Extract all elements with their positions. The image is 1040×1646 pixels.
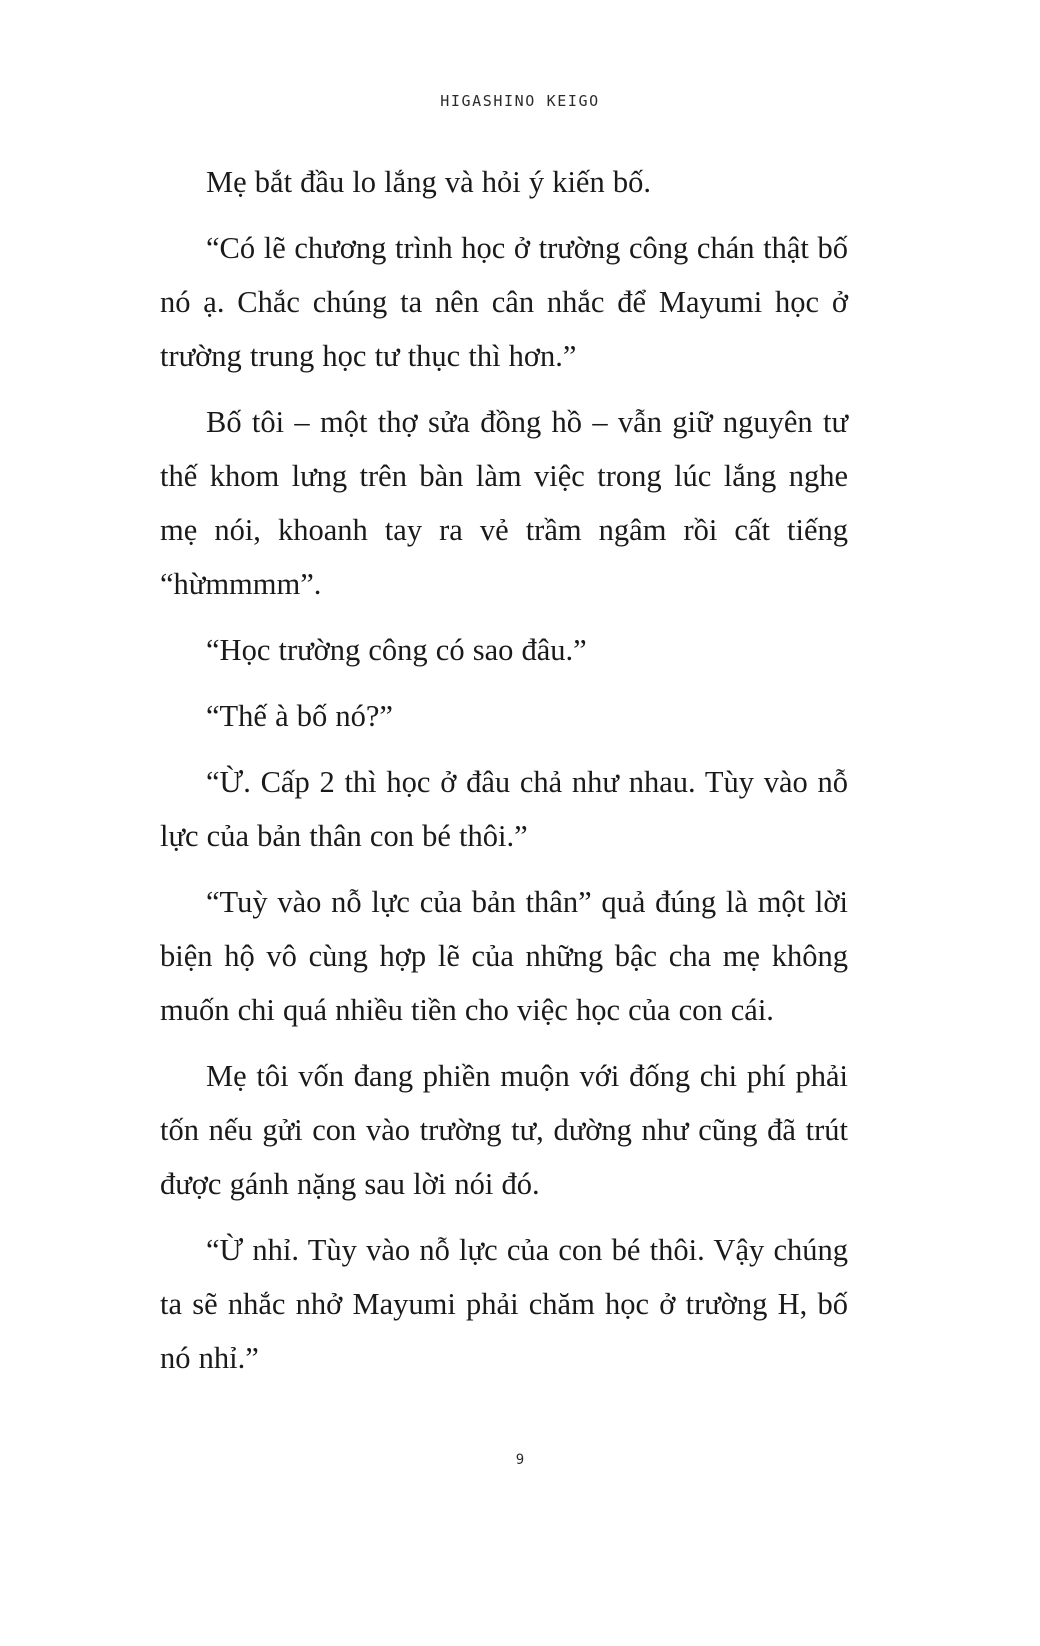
paragraph: “Tuỳ vào nỗ lực của bản thân” quả đúng là một lời biện hộ vô cùng hợp lẽ của những bậc cha mẹ không muốn chi quá nhiều tiền cho việc học của con cái.	[160, 885, 848, 1027]
paragraph: Mẹ bắt đầu lo lắng và hỏi ý kiến bố.	[206, 165, 651, 199]
page-number: 9	[515, 1452, 525, 1468]
paragraph: “Ừ. Cấp 2 thì học ở đâu chả như nhau. Tùy vào nỗ lực của bản thân con bé thôi.”	[160, 765, 848, 853]
running-head: HIGASHINO KEIGO	[440, 92, 600, 110]
paragraph: Bố tôi – một thợ sửa đồng hồ – vẫn giữ nguyên tư thế khom lưng trên bàn làm việc trong lúc lắng nghe mẹ nói, khoanh tay ra vẻ trầm ngâm rồi cất tiếng “hừmmmm”.	[160, 405, 848, 601]
paragraph: “Học trường công có sao đâu.”	[206, 633, 587, 667]
paragraph: Mẹ tôi vốn đang phiền muộn với đống chi phí phải tốn nếu gửi con vào trường tư, dường như cũng đã trút được gánh nặng sau lời nói đó.	[160, 1059, 848, 1201]
body-text-column	[160, 155, 848, 1397]
paragraph: “Ừ nhỉ. Tùy vào nỗ lực của con bé thôi. Vậy chúng ta sẽ nhắc nhở Mayumi phải chăm học ở trường H, bố nó nhỉ.”	[160, 1233, 848, 1375]
paragraph: “Thế à bố nó?”	[206, 699, 393, 733]
paragraph: “Có lẽ chương trình học ở trường công chán thật bố nó ạ. Chắc chúng ta nên cân nhắc để Mayumi học ở trường trung học tư thục thì hơn.”	[160, 231, 848, 373]
